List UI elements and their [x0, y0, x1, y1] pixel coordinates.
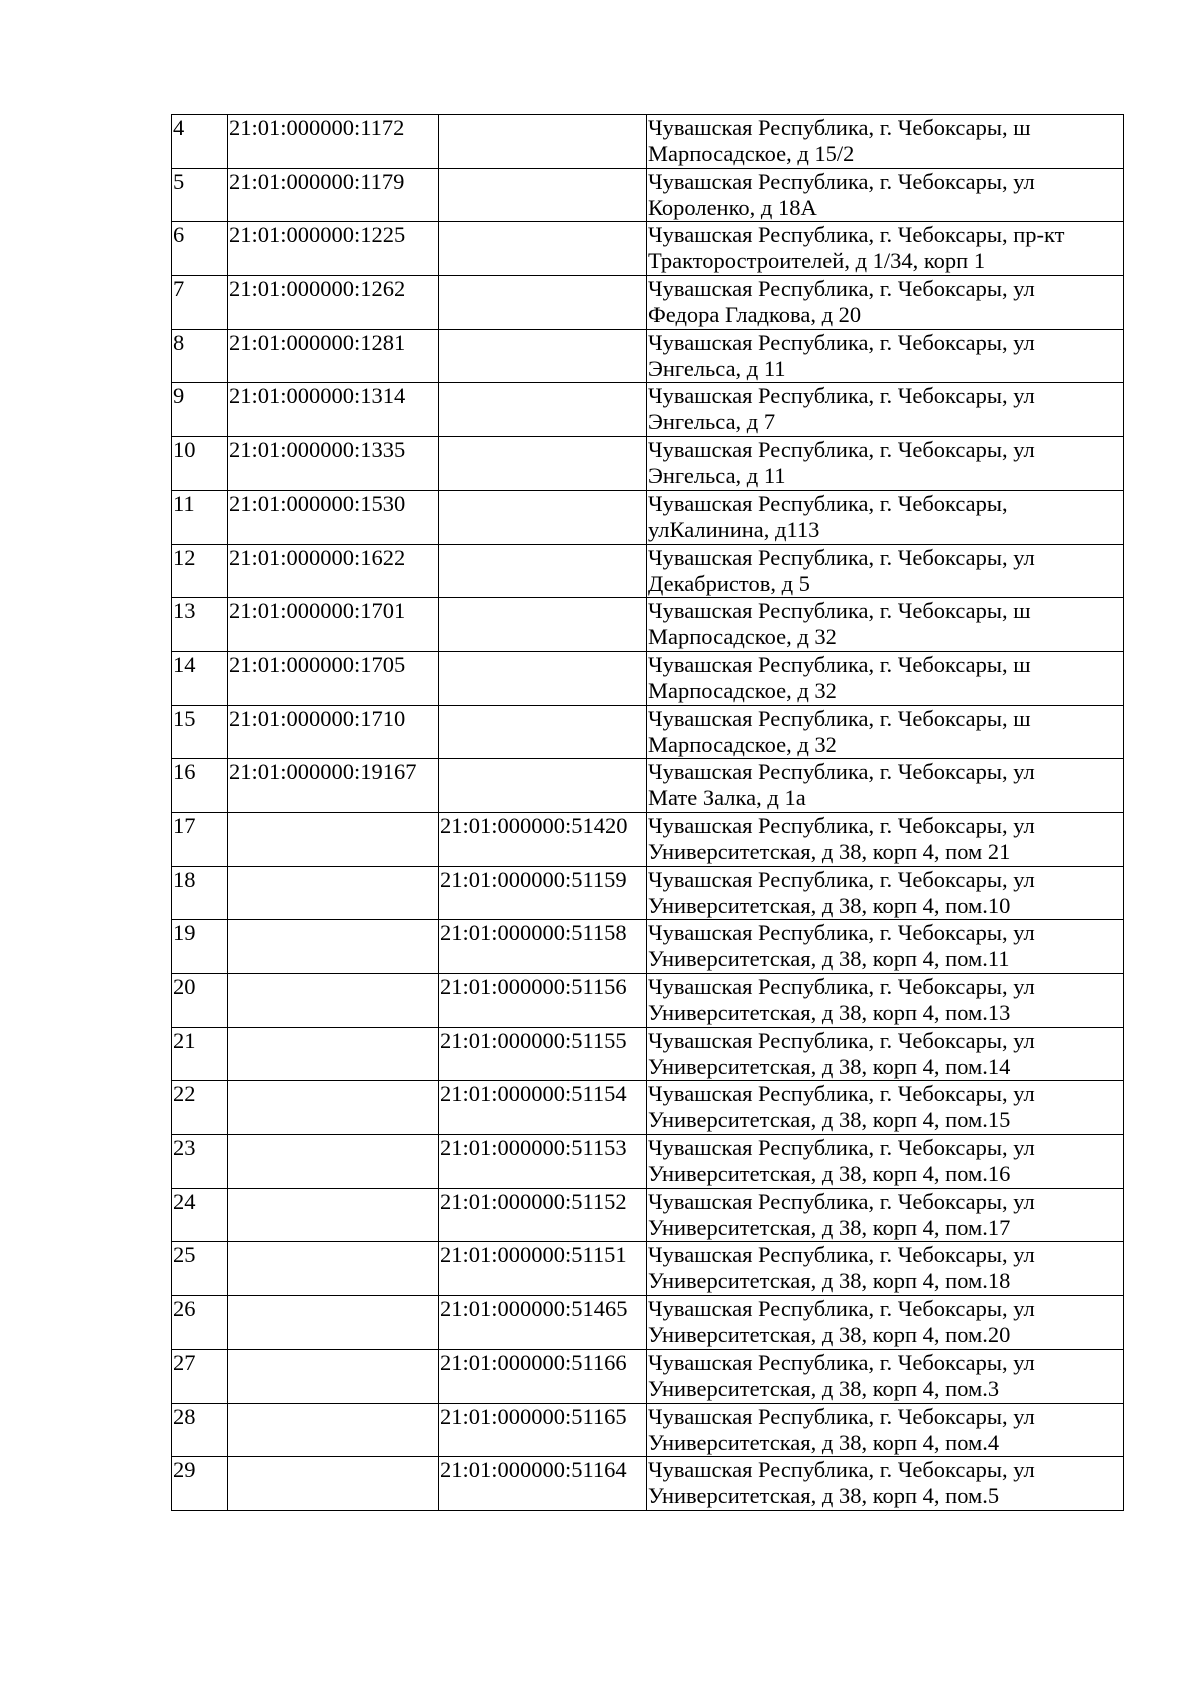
cadastral-number-cell: [228, 920, 439, 974]
cadastral-number-cell: 21:01:000000:1281: [228, 329, 439, 383]
row-number-cell: 16: [172, 759, 228, 813]
room-cadastral-number-cell: 21:01:000000:51420: [439, 812, 647, 866]
table-row: [172, 544, 1124, 598]
table-row: [172, 705, 1124, 759]
row-number-cell: 19: [172, 920, 228, 974]
cadastral-number-cell: [228, 1403, 439, 1457]
row-number-cell: 11: [172, 490, 228, 544]
address-line-1: Чувашская Республика, г. Чебоксары, ул: [648, 437, 1035, 463]
table-row: [172, 1296, 1124, 1350]
row-number-cell: 14: [172, 651, 228, 705]
address-line-2: Марпосадское, д 32: [648, 677, 837, 703]
room-cadastral-number-cell: 21:01:000000:51151: [439, 1242, 647, 1296]
table-row: [172, 1027, 1124, 1081]
room-cadastral-number-cell: 21:01:000000:51153: [439, 1135, 647, 1189]
address-cell: [647, 812, 1124, 866]
row-number-cell: 18: [172, 866, 228, 920]
cadastral-number-cell: 21:01:000000:19167: [228, 759, 439, 813]
row-number-cell: 4: [172, 115, 228, 169]
room-cadastral-number-cell: [439, 705, 647, 759]
cadastral-number-cell: 21:01:000000:1179: [228, 168, 439, 222]
address-line-2: Марпосадское, д 32: [648, 624, 837, 650]
address-cell: [647, 598, 1124, 652]
address-cell: [647, 1027, 1124, 1081]
address-line-1: Чувашская Республика, г. Чебоксары, ул: [648, 383, 1035, 409]
row-number-cell: 7: [172, 276, 228, 330]
address-line-1: Чувашская Республика, г. Чебоксары, ул: [648, 329, 1035, 355]
cadastral-number-cell: 21:01:000000:1172: [228, 115, 439, 169]
address-cell: [647, 1081, 1124, 1135]
address-line-1: Чувашская Республика, г. Чебоксары, пр-кт: [648, 222, 1065, 248]
row-number-cell: 25: [172, 1242, 228, 1296]
room-cadastral-number-cell: [439, 437, 647, 491]
room-cadastral-number-cell: 21:01:000000:51155: [439, 1027, 647, 1081]
address-cell: [647, 222, 1124, 276]
room-cadastral-number-cell: [439, 490, 647, 544]
table-row: [172, 866, 1124, 920]
address-line-1: Чувашская Республика, г. Чебоксары, ул: [648, 920, 1035, 946]
table-row: [172, 598, 1124, 652]
address-line-2: Университетская, д 38, корп 4, пом 21: [648, 838, 1011, 864]
room-cadastral-number-cell: [439, 651, 647, 705]
table-row: [172, 1188, 1124, 1242]
address-line-2: Энгельса, д 11: [648, 355, 786, 381]
table-row: [172, 1135, 1124, 1189]
address-cell: [647, 168, 1124, 222]
room-cadastral-number-cell: [439, 329, 647, 383]
address-line-1: Чувашская Республика, г. Чебоксары, ш: [648, 598, 1031, 624]
address-cell: [647, 1349, 1124, 1403]
address-line-2: Марпосадское, д 32: [648, 731, 837, 757]
address-cell: [647, 759, 1124, 813]
cadastral-number-cell: [228, 1242, 439, 1296]
room-cadastral-number-cell: 21:01:000000:51164: [439, 1457, 647, 1511]
address-line-1: Чувашская Республика, г. Чебоксары,: [648, 490, 1008, 516]
address-cell: [647, 276, 1124, 330]
table-row: [172, 115, 1124, 169]
row-number-cell: 9: [172, 383, 228, 437]
address-line-1: Чувашская Республика, г. Чебоксары, ул: [648, 1188, 1035, 1214]
address-line-1: Чувашская Республика, г. Чебоксары, ш: [648, 705, 1031, 731]
address-cell: [647, 1296, 1124, 1350]
room-cadastral-number-cell: [439, 276, 647, 330]
room-cadastral-number-cell: [439, 383, 647, 437]
address-cell: [647, 544, 1124, 598]
cadastral-number-cell: 21:01:000000:1262: [228, 276, 439, 330]
room-cadastral-number-cell: 21:01:000000:51166: [439, 1349, 647, 1403]
address-line-1: Чувашская Республика, г. Чебоксары, ул: [648, 1081, 1035, 1107]
address-line-2: Университетская, д 38, корп 4, пом.5: [648, 1483, 1000, 1509]
address-line-2: Марпосадское, д 15/2: [648, 141, 855, 166]
cadastral-number-cell: 21:01:000000:1705: [228, 651, 439, 705]
address-cell: [647, 974, 1124, 1028]
address-line-1: Чувашская Республика, г. Чебоксары, ш: [648, 651, 1031, 677]
address-line-1: Чувашская Республика, г. Чебоксары, ул: [648, 812, 1035, 838]
room-cadastral-number-cell: 21:01:000000:51154: [439, 1081, 647, 1135]
row-number-cell: 5: [172, 168, 228, 222]
table-row: [172, 1457, 1124, 1511]
address-line-1: Чувашская Республика, г. Чебоксары, ул: [648, 974, 1035, 999]
address-line-1: Чувашская Республика, г. Чебоксары, ул: [648, 168, 1035, 194]
room-cadastral-number-cell: 21:01:000000:51158: [439, 920, 647, 974]
room-cadastral-number-cell: 21:01:000000:51156: [439, 974, 647, 1028]
row-number-cell: 8: [172, 329, 228, 383]
address-line-2: Университетская, д 38, корп 4, пом.4: [648, 1429, 1000, 1455]
address-cell: [647, 1135, 1124, 1189]
address-cell: [647, 437, 1124, 491]
cadastral-number-cell: 21:01:000000:1225: [228, 222, 439, 276]
address-line-1: Чувашская Республика, г. Чебоксары, ул: [648, 544, 1035, 570]
table-row: [172, 974, 1124, 1028]
cadastral-number-cell: 21:01:000000:1622: [228, 544, 439, 598]
address-line-1: Чувашская Республика, г. Чебоксары, ул: [648, 1027, 1035, 1053]
address-cell: [647, 705, 1124, 759]
cadastral-number-cell: [228, 1349, 439, 1403]
cadastral-number-cell: 21:01:000000:1530: [228, 490, 439, 544]
room-cadastral-number-cell: [439, 222, 647, 276]
row-number-cell: 17: [172, 812, 228, 866]
address-line-1: Чувашская Республика, г. Чебоксары, ул: [648, 1457, 1035, 1483]
cadastral-number-cell: 21:01:000000:1701: [228, 598, 439, 652]
table-row: [172, 276, 1124, 330]
cadastral-number-cell: [228, 1081, 439, 1135]
table-row: [172, 1081, 1124, 1135]
row-number-cell: 28: [172, 1403, 228, 1457]
row-number-cell: 6: [172, 222, 228, 276]
room-cadastral-number-cell: 21:01:000000:51152: [439, 1188, 647, 1242]
row-number-cell: 27: [172, 1349, 228, 1403]
address-line-2: Университетская, д 38, корп 4, пом.17: [648, 1214, 1011, 1240]
address-cell: [647, 651, 1124, 705]
address-cell: [647, 115, 1124, 169]
row-number-cell: 20: [172, 974, 228, 1028]
room-cadastral-number-cell: [439, 168, 647, 222]
table-row: [172, 329, 1124, 383]
row-number-cell: 12: [172, 544, 228, 598]
address-line-2: Университетская, д 38, корп 4, пом.20: [648, 1322, 1011, 1348]
address-line-2: Короленко, д 18А: [648, 194, 817, 220]
table-row: [172, 168, 1124, 222]
row-number-cell: 24: [172, 1188, 228, 1242]
address-line-2: Декабристов, д 5: [648, 570, 810, 596]
address-cell: [647, 1403, 1124, 1457]
address-line-1: Чувашская Республика, г. Чебоксары, ул: [648, 866, 1035, 892]
address-cell: [647, 1242, 1124, 1296]
cadastral-number-cell: 21:01:000000:1710: [228, 705, 439, 759]
cadastral-number-cell: [228, 1296, 439, 1350]
room-cadastral-number-cell: 21:01:000000:51465: [439, 1296, 647, 1350]
address-line-1: Чувашская Республика, г. Чебоксары, ул: [648, 1135, 1035, 1161]
address-cell: [647, 1188, 1124, 1242]
address-line-2: Университетская, д 38, корп 4, пом.14: [648, 1053, 1011, 1079]
cadastral-number-cell: [228, 974, 439, 1028]
address-line-1: Чувашская Республика, г. Чебоксары, ул: [648, 1403, 1035, 1429]
address-line-2: Университетская, д 38, корп 4, пом.3: [648, 1375, 1000, 1401]
room-cadastral-number-cell: [439, 115, 647, 169]
table-row: [172, 383, 1124, 437]
table-row: [172, 759, 1124, 813]
table-row: [172, 920, 1124, 974]
address-cell: [647, 1457, 1124, 1511]
room-cadastral-number-cell: [439, 598, 647, 652]
address-cell: [647, 383, 1124, 437]
address-line-2: улКалинина, д113: [648, 516, 820, 542]
table-body: [172, 115, 1124, 1511]
address-line-2: Федора Гладкова, д 20: [648, 302, 862, 328]
address-line-2: Университетская, д 38, корп 4, пом.15: [648, 1107, 1011, 1133]
room-cadastral-number-cell: [439, 544, 647, 598]
table-row: [172, 222, 1124, 276]
address-line-1: Чувашская Республика, г. Чебоксары, ул: [648, 759, 1035, 785]
table-row: [172, 651, 1124, 705]
address-cell: [647, 329, 1124, 383]
address-line-2: Университетская, д 38, корп 4, пом.10: [648, 892, 1011, 918]
cadastral-number-cell: 21:01:000000:1335: [228, 437, 439, 491]
address-line-2: Энгельса, д 11: [648, 463, 786, 489]
cadastral-registry-table: [171, 114, 1124, 1511]
row-number-cell: 15: [172, 705, 228, 759]
table-row: [172, 1349, 1124, 1403]
cadastral-number-cell: [228, 1135, 439, 1189]
room-cadastral-number-cell: 21:01:000000:51159: [439, 866, 647, 920]
address-line-1: Чувашская Республика, г. Чебоксары, ул: [648, 1242, 1035, 1268]
address-line-2: Тракторостроителей, д 1/34, корп 1: [648, 248, 986, 274]
row-number-cell: 26: [172, 1296, 228, 1350]
row-number-cell: 21: [172, 1027, 228, 1081]
table-row: [172, 812, 1124, 866]
cadastral-number-cell: [228, 812, 439, 866]
row-number-cell: 23: [172, 1135, 228, 1189]
cadastral-number-cell: [228, 866, 439, 920]
address-line-2: Энгельса, д 7: [648, 409, 776, 435]
row-number-cell: 13: [172, 598, 228, 652]
address-line-1: Чувашская Республика, г. Чебоксары, ул: [648, 276, 1035, 302]
address-line-1: Чувашская Республика, г. Чебоксары, ул: [648, 1349, 1035, 1375]
room-cadastral-number-cell: [439, 759, 647, 813]
address-line-2: Университетская, д 38, корп 4, пом.11: [648, 946, 1010, 972]
cadastral-number-cell: 21:01:000000:1314: [228, 383, 439, 437]
address-cell: [647, 920, 1124, 974]
address-cell: [647, 490, 1124, 544]
table-row: [172, 1403, 1124, 1457]
address-line-2: Мате Залка, д 1а: [648, 785, 806, 811]
row-number-cell: 22: [172, 1081, 228, 1135]
address-cell: [647, 866, 1124, 920]
cadastral-number-cell: [228, 1027, 439, 1081]
address-line-2: Университетская, д 38, корп 4, пом.13: [648, 1000, 1011, 1025]
table-row: [172, 1242, 1124, 1296]
address-line-1: Чувашская Республика, г. Чебоксары, ш: [648, 115, 1031, 140]
address-line-1: Чувашская Республика, г. Чебоксары, ул: [648, 1296, 1035, 1322]
cadastral-number-cell: [228, 1457, 439, 1511]
cadastral-number-cell: [228, 1188, 439, 1242]
row-number-cell: 10: [172, 437, 228, 491]
address-line-2: Университетская, д 38, корп 4, пом.18: [648, 1268, 1011, 1294]
row-number-cell: 29: [172, 1457, 228, 1511]
table-row: [172, 437, 1124, 491]
room-cadastral-number-cell: 21:01:000000:51165: [439, 1403, 647, 1457]
table-row: [172, 490, 1124, 544]
address-line-2: Университетская, д 38, корп 4, пом.16: [648, 1161, 1011, 1187]
